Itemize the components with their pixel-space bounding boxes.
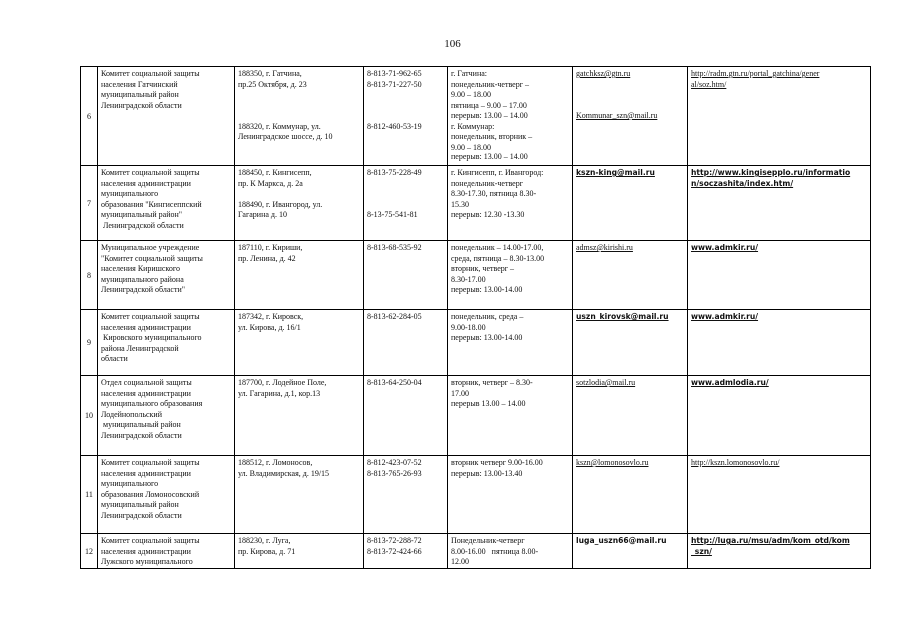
- hours-cell: [448, 67, 573, 166]
- hours-cell: [448, 376, 573, 456]
- address-line: ул. Кирова, д. 16/1: [238, 322, 301, 332]
- social-protection-table: [80, 66, 871, 569]
- agency-name-line: района Ленинградской: [101, 343, 179, 353]
- website-cell: [688, 456, 871, 534]
- table-row: [81, 166, 871, 241]
- agency-name-line: Отдел социальной защиты: [101, 378, 192, 387]
- phone-number: 8-813-62-284-05: [367, 312, 422, 321]
- agency-name-line: муниципальный район: [101, 500, 179, 509]
- phone-cell: [364, 241, 448, 310]
- email-link[interactable]: kszn@lomonosovlo.ru: [576, 458, 649, 467]
- email-link[interactable]: luga_uszn66@mail.ru: [576, 536, 667, 545]
- agency-name-line: населения администрации: [101, 388, 191, 398]
- agency-name-line: населения администрации: [101, 322, 191, 332]
- hours-line: понедельник, вторник –: [451, 132, 533, 141]
- agency-name-line: населения Киришского: [101, 264, 180, 273]
- phone-number: 8-813-71-962-65: [367, 69, 422, 78]
- address-line: Ленинградское шоссе, д. 10: [238, 132, 333, 141]
- hours-line: понедельник, среда –: [451, 312, 524, 321]
- table-row: [81, 456, 871, 534]
- phone-number: 8-813-765-26-93: [367, 468, 422, 478]
- agency-name-cell: [98, 534, 235, 569]
- table-row: [81, 310, 871, 376]
- email-cell: [573, 376, 688, 456]
- hours-line: перерыв: 12.30 -13.30: [451, 210, 525, 219]
- website-link[interactable]: _szn/: [691, 546, 712, 556]
- email-cell: [573, 241, 688, 310]
- row-number: 7: [81, 166, 98, 241]
- hours-line: 17.00: [451, 388, 469, 398]
- email-link[interactable]: gatchksz@gtn.ru: [576, 69, 631, 78]
- hours-line: 12.00: [451, 557, 469, 566]
- agency-name-line: Комитет социальной защиты: [101, 168, 200, 177]
- hours-line: перерыв: 13.00-14.00: [451, 285, 523, 294]
- email-cell: [573, 456, 688, 534]
- hours-line: понедельник-четверг –: [451, 79, 530, 89]
- website-link[interactable]: n/soczashita/index.htm/: [691, 178, 794, 188]
- address-cell: [235, 456, 364, 534]
- website-link[interactable]: www.admkir.ru/: [691, 312, 759, 321]
- hours-cell: [448, 534, 573, 569]
- phone-cell: [364, 67, 448, 166]
- agency-name-cell: [98, 310, 235, 376]
- hours-cell: [448, 166, 573, 241]
- agency-name-line: Лужского муниципального: [101, 557, 193, 566]
- agency-name-cell: [98, 376, 235, 456]
- phone-number: 8-813-71-227-50: [367, 79, 422, 89]
- hours-line: 9.00 – 18.00: [451, 142, 491, 152]
- address-line: пр.25 Октября, д. 23: [238, 79, 307, 89]
- hours-line: Понедельник-четверг: [451, 536, 525, 545]
- phone-number: 8-813-75-228-49: [367, 168, 422, 177]
- agency-name-line: муниципальный район: [101, 420, 181, 429]
- hours-line: перерыв: 13.00-14.00: [451, 333, 523, 342]
- address-line: 187700, г. Лодейное Поле,: [238, 378, 327, 387]
- hours-line: перерыв: 13.00 – 14.00: [451, 152, 528, 161]
- email-link[interactable]: Kommunar_szn@mail.ru: [576, 111, 658, 120]
- email-cell: [573, 67, 688, 166]
- address-line: 188450, г. Кингисепп,: [238, 168, 312, 177]
- address-line: пр. Кирова, д. 71: [238, 546, 296, 556]
- hours-line: 9.00-18.00: [451, 322, 486, 332]
- hours-line: вторник четверг 9.00-16.00: [451, 458, 543, 467]
- row-number: 12: [81, 534, 98, 569]
- agency-name-cell: [98, 166, 235, 241]
- website-cell: [688, 376, 871, 456]
- agency-name-line: населения администрации: [101, 178, 191, 188]
- email-link[interactable]: sotzlodia@mail.ru: [576, 378, 636, 387]
- hours-line: понедельник-четверг: [451, 178, 524, 188]
- address-line: 188512, г. Ломоносов,: [238, 458, 313, 467]
- table-row: [81, 241, 871, 310]
- agency-name-cell: [98, 241, 235, 310]
- website-link[interactable]: http://luga.ru/msu/adm/kom_otd/kom: [691, 536, 850, 545]
- agency-name-line: образования "Кингисеппский: [101, 199, 202, 209]
- agency-name-line: Лодейнопольский: [101, 409, 162, 419]
- agency-name-line: муниципальный район": [101, 210, 183, 219]
- hours-line: 8.30-17.00: [451, 274, 486, 284]
- agency-name-line: Ленинградской области": [101, 285, 185, 294]
- agency-name-line: области: [101, 354, 128, 363]
- address-line: 188320, г. Коммунар, ул.: [238, 121, 321, 131]
- address-line: Гагарина д. 10: [238, 210, 287, 219]
- agency-name-line: муниципального: [101, 189, 159, 198]
- hours-line: 15.30: [451, 199, 469, 209]
- phone-cell: [364, 534, 448, 569]
- agency-name-line: Ленинградской области: [101, 430, 182, 440]
- hours-line: перерыв 13.00 – 14.00: [451, 399, 526, 408]
- table-row: [81, 376, 871, 456]
- table-row: [81, 67, 871, 166]
- agency-name-line: образования Ломоносовский: [101, 489, 200, 499]
- phone-number: 8-812-460-53-19: [367, 121, 422, 131]
- hours-line: перерыв: 13.00 – 14.00: [451, 111, 528, 120]
- address-cell: [235, 376, 364, 456]
- hours-line: вторник, четверг –: [451, 264, 515, 273]
- table-row: [81, 534, 871, 569]
- website-link[interactable]: http://www.kingisepplo.ru/informatio: [691, 168, 851, 177]
- hours-line: 8.00-16.00 пятница 8.00-: [451, 546, 539, 556]
- agency-name-line: муниципальный район: [101, 90, 179, 99]
- agency-name-line: муниципального образования: [101, 399, 203, 408]
- address-cell: [235, 166, 364, 241]
- website-cell: [688, 241, 871, 310]
- phone-cell: [364, 166, 448, 241]
- agency-name-line: населения администрации: [101, 468, 191, 478]
- agency-name-line: населения администрации: [101, 546, 191, 556]
- agency-name-line: Комитет социальной защиты: [101, 312, 200, 321]
- address-cell: [235, 241, 364, 310]
- agency-name-line: Ленинградской области: [101, 100, 182, 110]
- row-number: 11: [81, 456, 98, 534]
- email-cell: [573, 310, 688, 376]
- agency-name-line: Комитет социальной защиты: [101, 458, 200, 467]
- address-line: 187342, г. Кировск,: [238, 312, 304, 321]
- phone-number: 8-813-72-288-72: [367, 536, 422, 545]
- website-cell: [688, 534, 871, 569]
- page-number: 106: [444, 38, 461, 50]
- agency-name-line: Комитет социальной защиты: [101, 69, 200, 78]
- email-link[interactable]: uszn_kirovsk@mail.ru: [576, 312, 669, 321]
- website-link[interactable]: www.admkir.ru/: [691, 243, 759, 252]
- agency-name-cell: [98, 67, 235, 166]
- address-line: пр. К Маркса, д. 2а: [238, 178, 303, 188]
- agency-name-line: "Комитет социальной защиты: [101, 253, 203, 263]
- agency-name-line: Кировского муниципального: [101, 333, 202, 342]
- email-cell: [573, 534, 688, 569]
- website-cell: [688, 166, 871, 241]
- phone-number: 8-813-72-424-66: [367, 546, 422, 556]
- address-line: ул. Владимирская, д. 19/15: [238, 468, 330, 478]
- website-link[interactable]: www.admlodia.ru/: [691, 378, 769, 387]
- hours-line: г. Гатчина:: [451, 69, 488, 78]
- website-link[interactable]: al/soz.htm/: [691, 79, 727, 89]
- website-link[interactable]: http://kszn.lomonosovlo.ru/: [691, 458, 780, 467]
- phone-number: 8-812-423-07-52: [367, 458, 422, 467]
- hours-line: вторник, четверг – 8.30-: [451, 378, 533, 387]
- agency-name-line: Комитет социальной защиты: [101, 536, 200, 545]
- agency-name-line: Ленинградской области: [101, 510, 182, 520]
- agency-name-line: Муниципальное учреждение: [101, 243, 200, 252]
- address-line: 188230, г. Луга,: [238, 536, 291, 545]
- hours-line: перерыв: 13.00-13.40: [451, 468, 523, 478]
- phone-cell: [364, 310, 448, 376]
- hours-cell: [448, 241, 573, 310]
- phone-number: 8-13-75-541-81: [367, 210, 418, 219]
- address-cell: [235, 310, 364, 376]
- address-line: пр. Ленина, д. 42: [238, 253, 296, 263]
- phone-number: 8-813-68-535-92: [367, 243, 422, 252]
- hours-line: г. Коммунар:: [451, 121, 495, 131]
- hours-line: г. Кингисепп, г. Ивангород:: [451, 168, 544, 177]
- email-link[interactable]: kszn-king@mail.ru: [576, 168, 655, 177]
- agency-name-line: населения Гатчинский: [101, 79, 178, 89]
- phone-cell: [364, 376, 448, 456]
- row-number: 6: [81, 67, 98, 166]
- agency-name-line: Ленинградской области: [101, 220, 184, 230]
- website-link[interactable]: http://radm.gtn.ru/portal_gatchina/gener: [691, 69, 820, 78]
- address-line: 187110, г. Кириши,: [238, 243, 303, 252]
- hours-line: 8.30-17.30, пятница 8.30-: [451, 189, 537, 198]
- address-line: ул. Гагарина, д.1, кор.13: [238, 388, 321, 398]
- row-number: 8: [81, 241, 98, 310]
- agency-name-line: муниципального района: [101, 274, 184, 284]
- website-cell: [688, 67, 871, 166]
- address-line: 188350, г. Гатчина,: [238, 69, 302, 78]
- hours-cell: [448, 456, 573, 534]
- hours-line: пятница – 9.00 – 17.00: [451, 100, 527, 110]
- website-cell: [688, 310, 871, 376]
- phone-cell: [364, 456, 448, 534]
- row-number: 9: [81, 310, 98, 376]
- email-cell: [573, 166, 688, 241]
- agency-name-line: муниципального: [101, 479, 159, 488]
- agency-name-cell: [98, 456, 235, 534]
- hours-line: 9.00 – 18.00: [451, 90, 491, 99]
- email-link[interactable]: admsz@kirishi.ru: [576, 243, 633, 252]
- row-number: 10: [81, 376, 98, 456]
- address-cell: [235, 534, 364, 569]
- phone-number: 8-813-64-250-04: [367, 378, 422, 387]
- hours-line: понедельник – 14.00-17.00,: [451, 243, 544, 252]
- hours-cell: [448, 310, 573, 376]
- address-line: 188490, г. Ивангород, ул.: [238, 199, 323, 209]
- hours-line: среда, пятница – 8.30-13.00: [451, 253, 545, 263]
- address-cell: [235, 67, 364, 166]
